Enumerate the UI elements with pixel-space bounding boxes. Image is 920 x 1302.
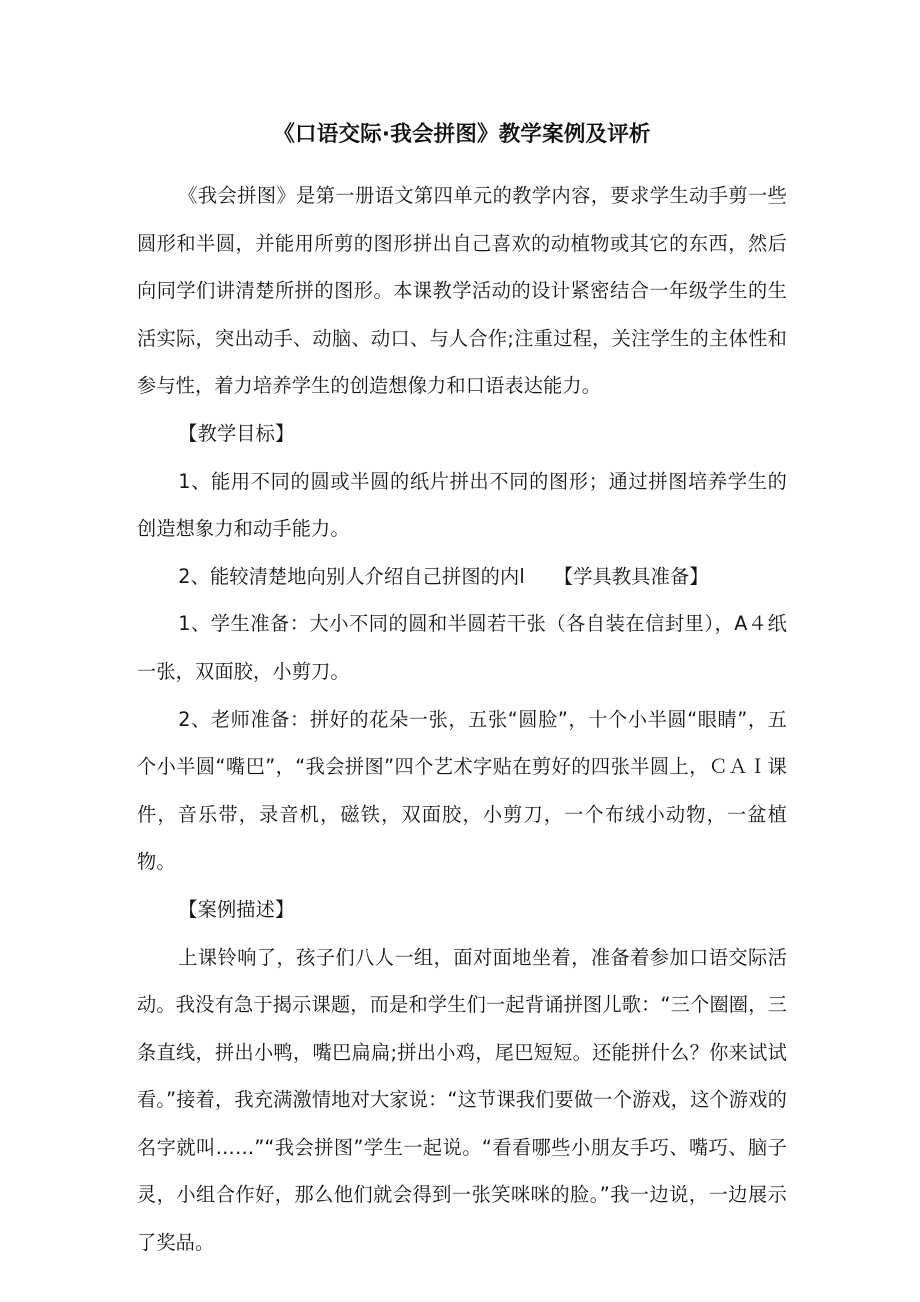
paragraph-objective-1: 1、能用不同的圆或半圆的纸片拼出不同的图形；通过拼图培养学生的创造想象力和动手能力。 bbox=[137, 469, 787, 541]
paragraph-student-preparation: 1、学生准备：大小不同的圆和半圆若干张（各自装在信封里），A４纸一张，双面胶，小剪刀。 bbox=[137, 612, 787, 683]
heading-case-description: 【案例描述】 bbox=[178, 897, 295, 921]
paragraph-objective-2: 2、能较清楚地向别人介绍自己拼图的内l 【学具教具准备】 bbox=[178, 564, 709, 588]
heading-teaching-objectives: 【教学目标】 bbox=[178, 421, 295, 445]
paragraph-intro: 《我会拼图》是第一册语文第四单元的教学内容，要求学生动手剪一些圆形和半圆，并能用所剪的图形拼出自己喜欢的动植物或其它的东西，然后向同学们讲清楚所拼的图形。本课教学活动的设计紧密结合一年级学生的生活实际，突出动手、动脑、动口、与人合作;注重过程，关注学生的主体性和参与性，着力培养学生的创造想像力和口语表达能力。 bbox=[137, 184, 787, 398]
document-body bbox=[137, 112, 787, 1267]
paragraph-case-description-1: 上课铃响了，孩子们八人一组，面对面地坐着，准备着参加口语交际活动。我没有急于揭示课题，而是和学生们一起背诵拼图儿歌：“三个圈圈，三条直线，拼出小鸭，嘴巴扁扁;拼出小鸡，尾巴短短。还能拼什么？你来试试看。”接着，我充满激情地对大家说：“这节课我们要做一个游戏，这个游戏的名字就叫……”“我会拼图”学生一起说。“看看哪些小朋友手巧、嘴巧、脑子灵，小组合作好，那么他们就会得到一张笑咪咪的脸。”我一边说，一边展示了奖品。 bbox=[137, 945, 787, 1255]
paragraph-teacher-preparation: 2、老师准备：拼好的花朵一张，五张“圆脸”，十个小半圆“眼睛”，五个小半圆“嘴巴”，“我会拼图”四个艺术字贴在剪好的四张半圆上，ＣＡＩ课件，音乐带，录音机，磁铁，双面胶，小剪刀，一个布绒小动物，一盆植物。 bbox=[137, 707, 787, 874]
page-title: 《口语交际·我会拼图》教学案例及评析 bbox=[273, 122, 651, 147]
